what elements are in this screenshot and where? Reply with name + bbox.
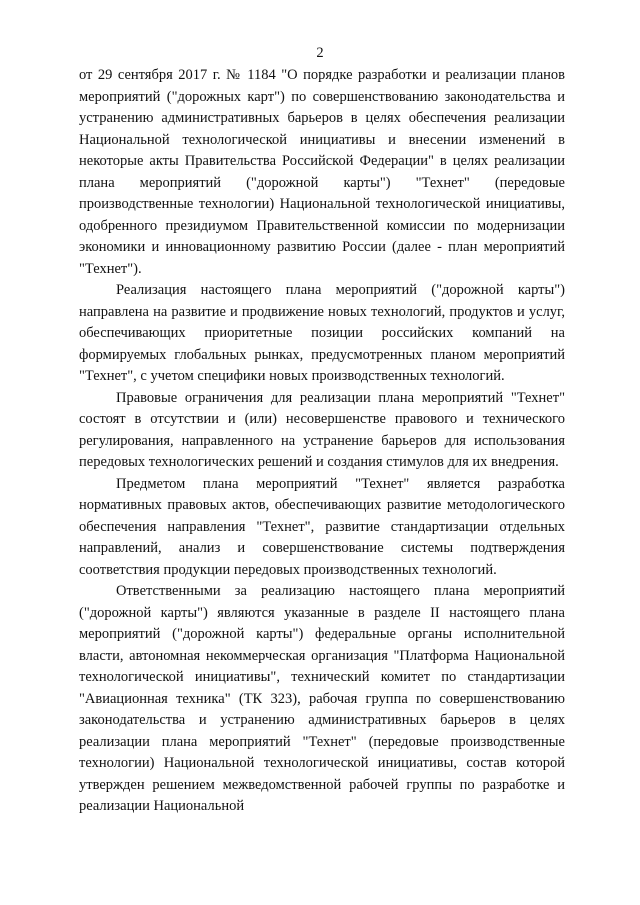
paragraph-1: от 29 сентября 2017 г. № 1184 "О порядке разработки и реализации планов мероприятий ("дорожных карт") по совершенствованию законодательства и устранению административных барьеров в целях обеспечения реализации Национальной технологической инициативы и внесении изменений в некоторые акты Правительства Российской Федерации" в целях реализации плана мероприятий ("дорожной карты") "Технет" (передовые производственные технологии) Национальной технологической инициативы, одобренного президиумом Правительственной комиссии по модернизации экономики и инновационному развитию России (далее - план мероприятий "Технет").	[79, 67, 565, 277]
document-body	[79, 65, 565, 818]
paragraph-5: Ответственными за реализацию настоящего плана мероприятий ("дорожной карты") являются указанные в разделе II настоящего плана мероприятий ("дорожной карты") федеральные органы исполнительной власти, автономная некоммерческая организация "Платформа Национальной технологической инициативы", технический комитет по стандартизации "Авиационная техника" (ТК 323), рабочая группа по совершенствованию законодательства и устранению административных барьеров в целях реализации плана мероприятий "Технет" (передовые производственные технологии) Национальной технологической инициативы, состав которой утвержден решением межведомственной рабочей группы по разработке и реализации Национальной	[79, 583, 565, 814]
paragraph-3: Правовые ограничения для реализации плана мероприятий "Технет" состоят в отсутствии и (или) несовершенстве правового и технического регулирования, направленного на устранение барьеров для использования передовых технологических решений и создания стимулов для их внедрения.	[79, 389, 565, 470]
page-number: 2	[316, 45, 324, 61]
paragraph-4: Предметом плана мероприятий "Технет" является разработка нормативных правовых актов, обеспечивающих развитие методологического обеспечения направления "Технет", развитие стандартизации отдельных направлений, анализ и совершенствование системы подтверждения соответствия продукции передовых производственных технологий.	[79, 475, 565, 578]
paragraph-2: Реализация настоящего плана мероприятий ("дорожной карты") направлена на развитие и продвижение новых технологий, продуктов и услуг, обеспечивающих приоритетные позиции российских компаний на формируемых глобальных рынках, предусмотренных планом мероприятий "Технет", с учетом специфики новых производственных технологий.	[79, 282, 565, 384]
